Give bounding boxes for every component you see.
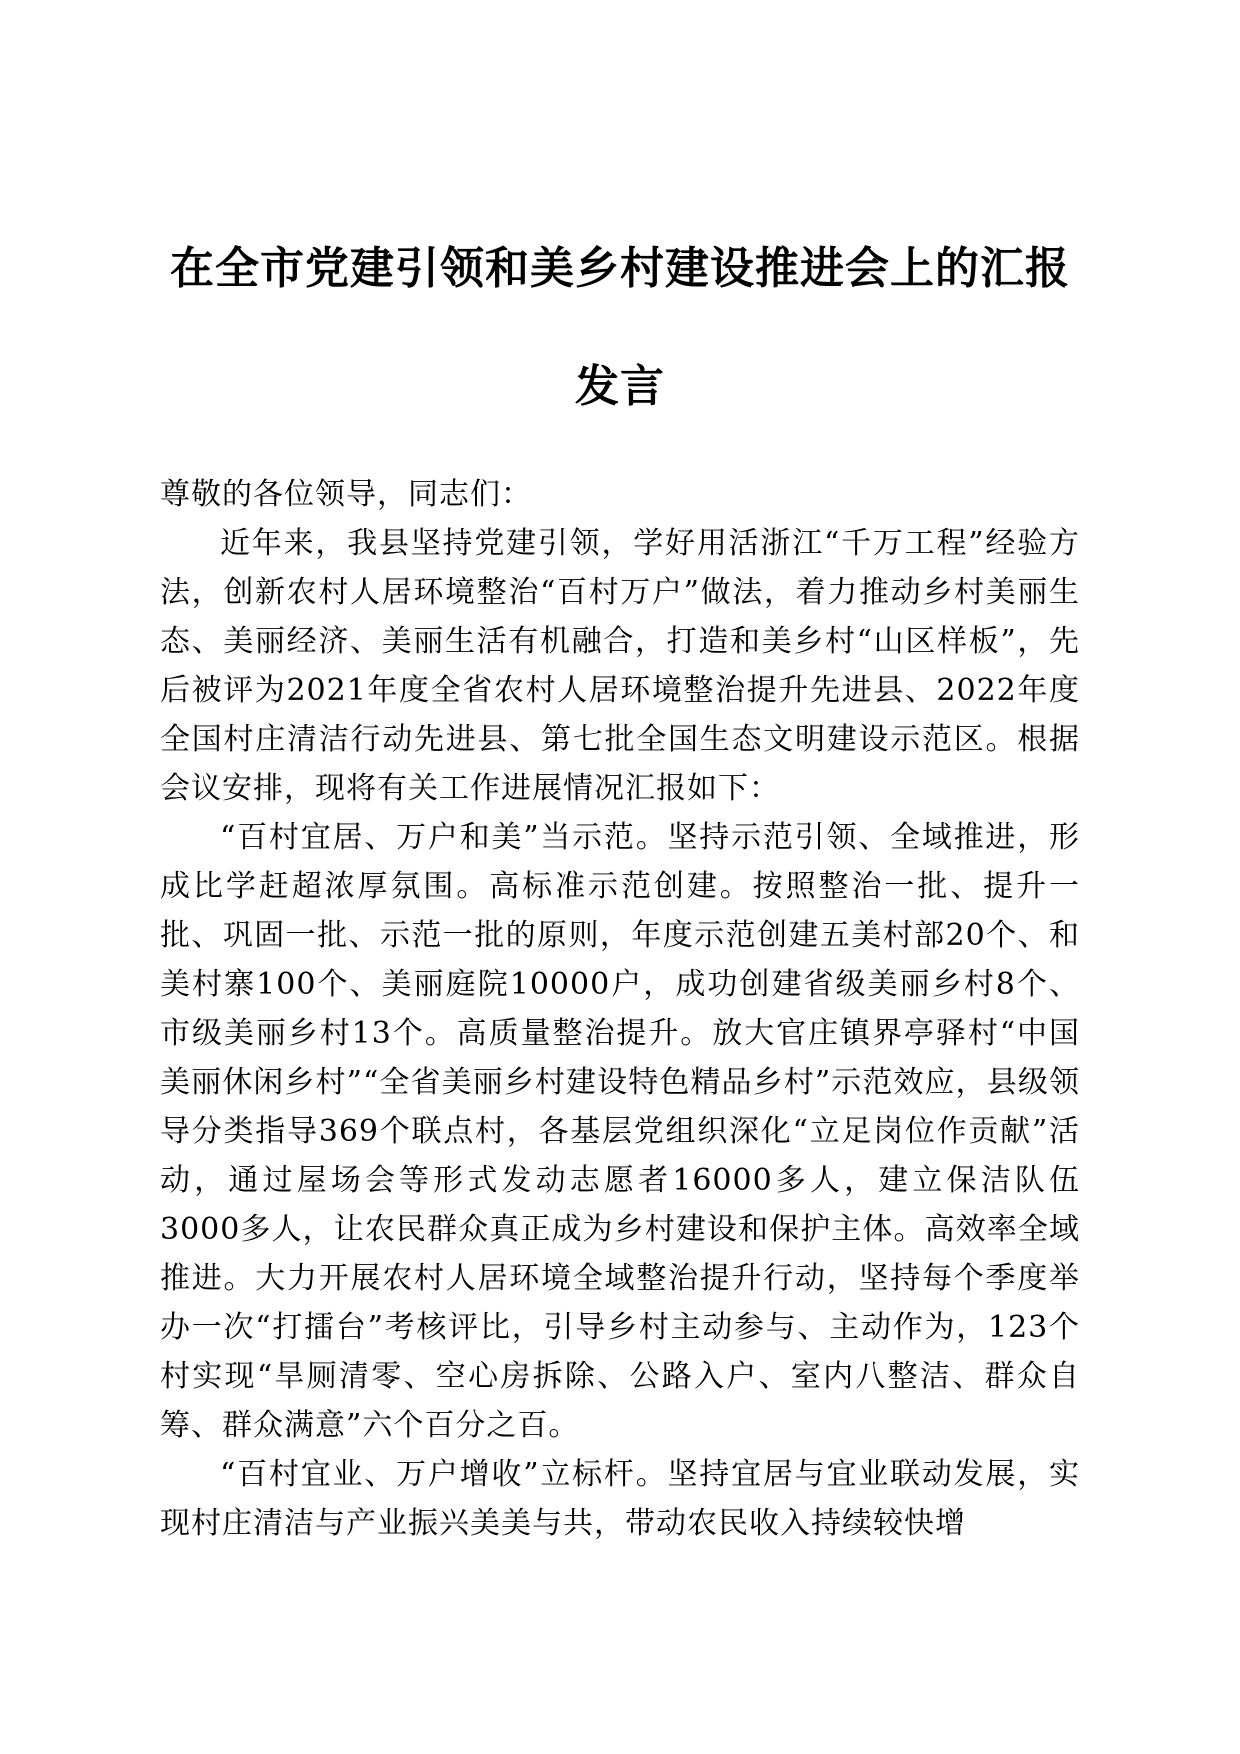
document-body bbox=[160, 470, 1080, 1548]
paragraph-intro: 近年来，我县坚持党建引领，学好用活浙江“千万工程”经验方法，创新农村人居环境整治“百村万户”做法，着力推动乡村美丽生态、美丽经济、美丽生活有机融合，打造和美乡村“山区样板”，先后被评为2021年度全省农村人居环境整治提升先进县、2022年度全国村庄清洁行动先进县、第七批全国生态文明建设示范区。根据会议安排，现将有关工作进展情况汇报如下： bbox=[160, 526, 1080, 806]
salutation: 尊敬的各位领导，同志们： bbox=[160, 477, 532, 512]
paragraph-section-2: “百村宜业、万户增收”立标杆。坚持宜居与宜业联动发展，实现村庄清洁与产业振兴美美与共，带动农民收入持续较快增 bbox=[160, 1457, 1080, 1541]
paragraph-section-1: “百村宜居、万户和美”当示范。坚持示范引领、全域推进，形成比学赶超浓厚氛围。高标准示范创建。按照整治一批、提升一批、巩固一批、示范一批的原则，年度示范创建五美村部20个、和美村寨100个、美丽庭院10000户，成功创建省级美丽乡村8个、市级美丽乡村13个。高质量整治提升。放大官庄镇界亭驿村“中国美丽休闲乡村”“全省美丽乡村建设特色精品乡村”示范效应，县级领导分类指导369个联点村，各基层党组织深化“立足岗位作贡献”活动，通过屋场会等形式发动志愿者16000多人，建立保洁队伍3000多人，让农民群众真正成为乡村建设和保护主体。高效率全域推进。大力开展农村人居环境全域整治提升行动，坚持每个季度举办一次“打擂台”考核评比，引导乡村主动参与、主动作为，123个村实现“旱厕清零、空心房拆除、公路入户、室内八整洁、群众自筹、群众满意”六个百分之百。 bbox=[160, 820, 1080, 1443]
document-title-line-2: 发言 bbox=[575, 361, 665, 412]
document-title-line-1: 在全市党建引领和美乡村建设推进会上的汇报 bbox=[170, 243, 1070, 294]
